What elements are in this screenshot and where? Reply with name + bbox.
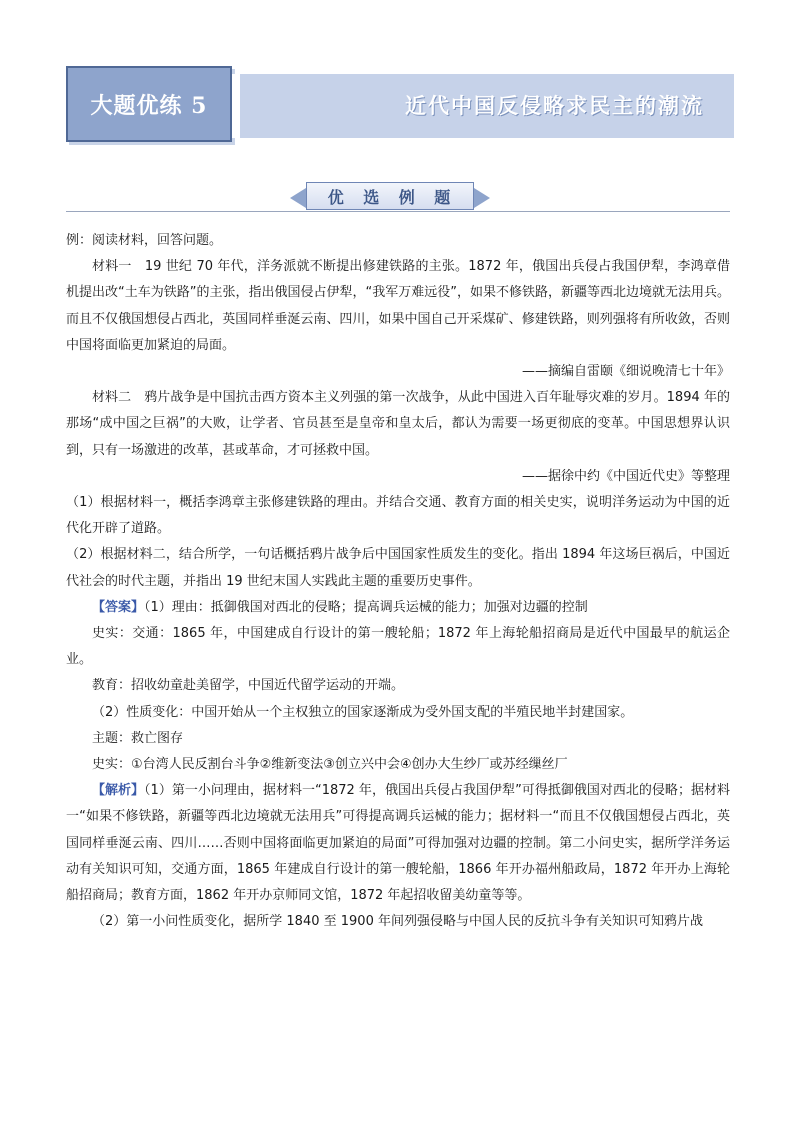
section-label-char: 题 xyxy=(434,187,453,207)
answer-tag: 【答案】 xyxy=(92,599,145,615)
material-two: 材料二 鸦片战争是中国抗击西方资本主义列强的第一次战争，从此中国进入百年耻辱灾难的岁月。1894 年的那场“成中国之巨祸”的大败，让学者、官员甚至是皇帝和皇太后，都认为需要一场更彻底的变革。中国思想界认识到，只有一场激进的改革，甚或革命，才可拯救中国。 xyxy=(66,390,730,458)
page-title: 近代中国反侵略求民主的潮流 xyxy=(405,94,704,118)
answer-education: 教育：招收幼童赴美留学，中国近代留学运动的开端。 xyxy=(92,678,405,694)
banner-title-bar xyxy=(236,74,734,138)
answer-events: 史实：①台湾人民反割台斗争②维新变法③创立兴中会④创办大生纱厂或苏经缫丝厂 xyxy=(92,757,568,773)
analysis-tag: 【解析】 xyxy=(92,783,145,799)
section-label-char: 选 xyxy=(363,187,382,207)
section-divider xyxy=(66,211,730,212)
material-one: 材料一 19 世纪 70 年代，洋务派就不断提出修建铁路的主张。1872 年，俄国出兵侵占我国伊犁，李鸿章借机提出改“土车为铁路”的主张，指出俄国侵占伊犁，“我军万难远役”，如果不修铁路，新疆等西北边境就无法用兵。而且不仅俄国想侵占西北，英国同样垂涎云南、四川，如果中国自己开采煤矿、修建铁路，则列强将有所收敛，否则中国将面临更加紧迫的局面。 xyxy=(66,259,730,353)
analysis-two: （2）第一小问性质变化，据所学 1840 至 1900 年间列强侵略与中国人民的反抗斗争有关知识可知鸦片战 xyxy=(92,914,703,930)
question-two: （2）根据材料二，结合所学，一句话概括鸦片战争后中国国家性质发生的变化。指出 1894 年这场巨祸后，中国近代社会的时代主题，并指出 19 世纪末国人实践此主题的重要历史事件。 xyxy=(66,547,730,589)
section-label-char: 优 xyxy=(327,187,346,207)
banner-tab xyxy=(66,66,232,142)
analysis-one-text: （1）第一小问理由，据材料一“1872 年，俄国出兵侵占我国伊犁”可得抵御俄国对西北的侵略；据材料一“如果不修铁路，新疆等西北边境就无法用兵”可得提高调兵运械的能力；据材料一“而且不仅俄国想侵占西北，英国同样垂涎云南、四川……否则中国将面临更加紧迫的局面”可得加强对边疆的控制。第二小问史实，据所学洋务运动有关知识可知，交通方面，1865 年建成自行设计的第一艘轮船，1866 年开办福州船政局，1872 年开办上海轮船招商局；教育方面，1862 年开办京师同文馆，1872 年起招收留美幼童等等。 xyxy=(66,783,730,904)
section-label-box xyxy=(306,182,474,210)
analysis-one xyxy=(66,778,730,909)
question-one: （1）根据材料一，概括李鸿章主张修建铁路的理由。并结合交通、教育方面的相关史实，说明洋务运动为中国的近代化开辟了道路。 xyxy=(66,495,730,537)
example-intro: 例：阅读材料，回答问题。 xyxy=(66,233,223,248)
document-body xyxy=(66,228,730,935)
answer-reason xyxy=(66,595,730,621)
answer-nature: （2）性质变化：中国开始从一个主权独立的国家逐渐成为受外国支配的半殖民地半封建国家。 xyxy=(92,704,634,720)
answer-transport: 史实：交通：1865 年，中国建成自行设计的第一艘轮船；1872 年上海轮船招商局是近代中国最早的航运企业。 xyxy=(66,626,730,668)
answer-theme: 主题：救亡图存 xyxy=(92,730,184,746)
banner-tab-label: 大题优练 5 xyxy=(90,92,208,119)
material-one-source: ——摘编自雷颐《细说晚清七十年》 xyxy=(521,364,730,380)
answer-reason-text: （1）理由：抵御俄国对西北的侵略；提高调兵运械的能力；加强对边疆的控制 xyxy=(144,599,588,615)
section-label-char: 例 xyxy=(398,187,417,207)
material-two-source: ——据徐中约《中国近代史》等整理 xyxy=(521,468,730,484)
header-banner xyxy=(66,66,734,142)
section-label xyxy=(290,182,490,212)
